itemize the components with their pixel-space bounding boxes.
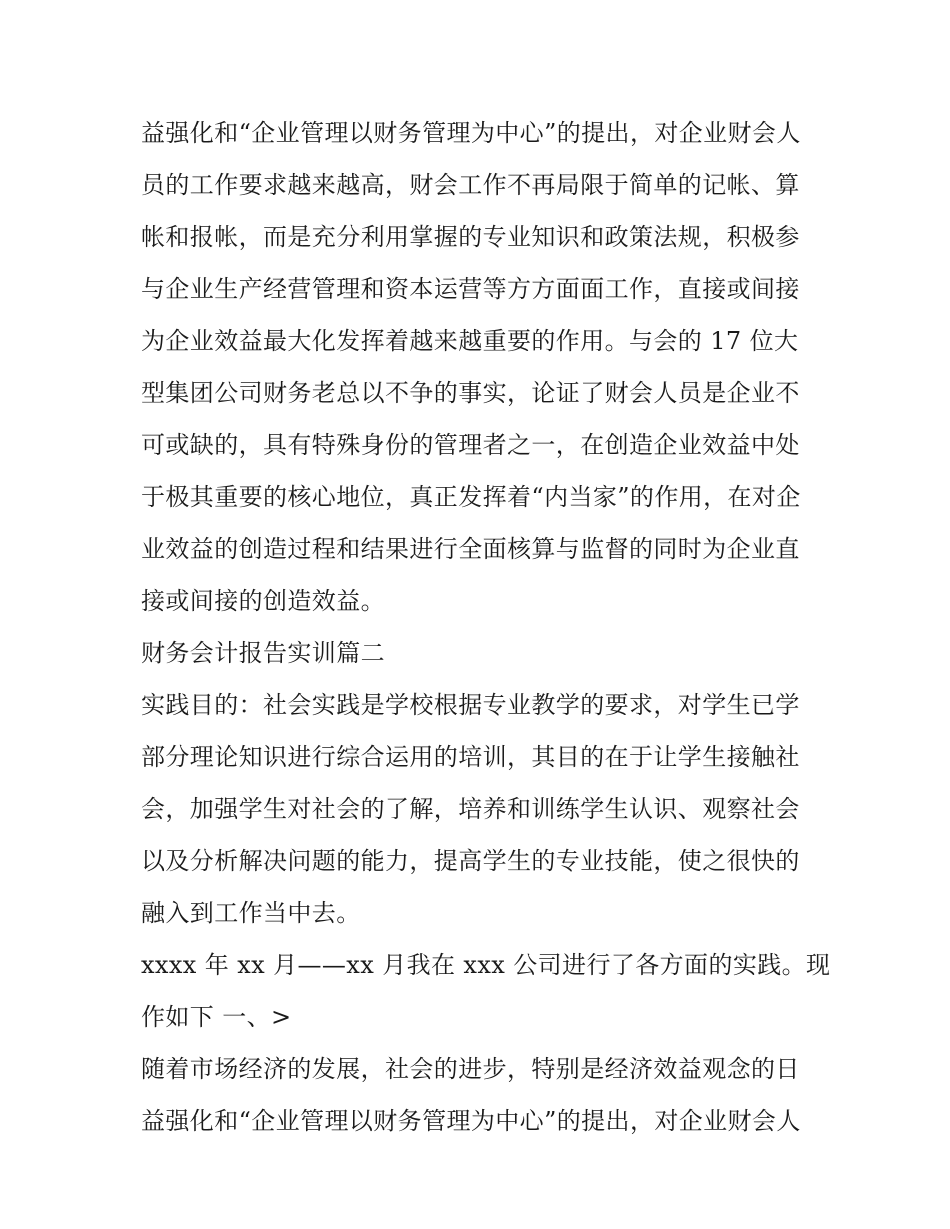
text-line: 实践目的：社会实践是学校根据专业教学的要求，对学生已学	[141, 691, 800, 719]
text-line: 为企业效益最大化发挥着越来越重要的作用。与会的 17 位大	[141, 327, 799, 355]
section-heading: 财务会计报告实训篇二	[141, 639, 385, 667]
text-line: 以及分析解决问题的能力，提高学生的专业技能，使之很快的	[141, 847, 800, 875]
text-line: 员的工作要求越来越高，财会工作不再局限于简单的记帐、算	[141, 171, 800, 199]
text-line: 融入到工作当中去。	[141, 899, 361, 927]
text-line: 帐和报帐，而是充分利用掌握的专业知识和政策法规，积极参	[141, 223, 800, 251]
text-line: 作如下 一、>	[141, 1003, 292, 1031]
document-body	[141, 107, 831, 1147]
text-line: 益强化和“企业管理以财务管理为中心”的提出，对企业财会人	[141, 1107, 801, 1135]
text-line: 与企业生产经营管理和资本运营等方方面面工作，直接或间接	[141, 275, 800, 303]
text-line: 型集团公司财务老总以不争的事实，论证了财会人员是企业不	[141, 379, 800, 407]
text-line: 部分理论知识进行综合运用的培训，其目的在于让学生接触社	[141, 743, 800, 771]
text-line: 接或间接的创造效益。	[141, 587, 385, 615]
text-line: 随着市场经济的发展，社会的进步，特别是经济效益观念的日	[141, 1055, 800, 1083]
text-line: 可或缺的，具有特殊身份的管理者之一，在创造企业效益中处	[141, 431, 800, 459]
text-line: 益强化和“企业管理以财务管理为中心”的提出，对企业财会人	[141, 119, 801, 147]
text-line: 会，加强学生对社会的了解，培养和训练学生认识、观察社会	[141, 795, 800, 823]
text-line: 于极其重要的核心地位，真正发挥着“内当家”的作用，在对企	[141, 483, 801, 511]
text-line: xxxx 年 xx 月——xx 月我在 xxx 公司进行了各方面的实践。现	[141, 951, 831, 979]
text-line: 业效益的创造过程和结果进行全面核算与监督的同时为企业直	[141, 535, 800, 563]
